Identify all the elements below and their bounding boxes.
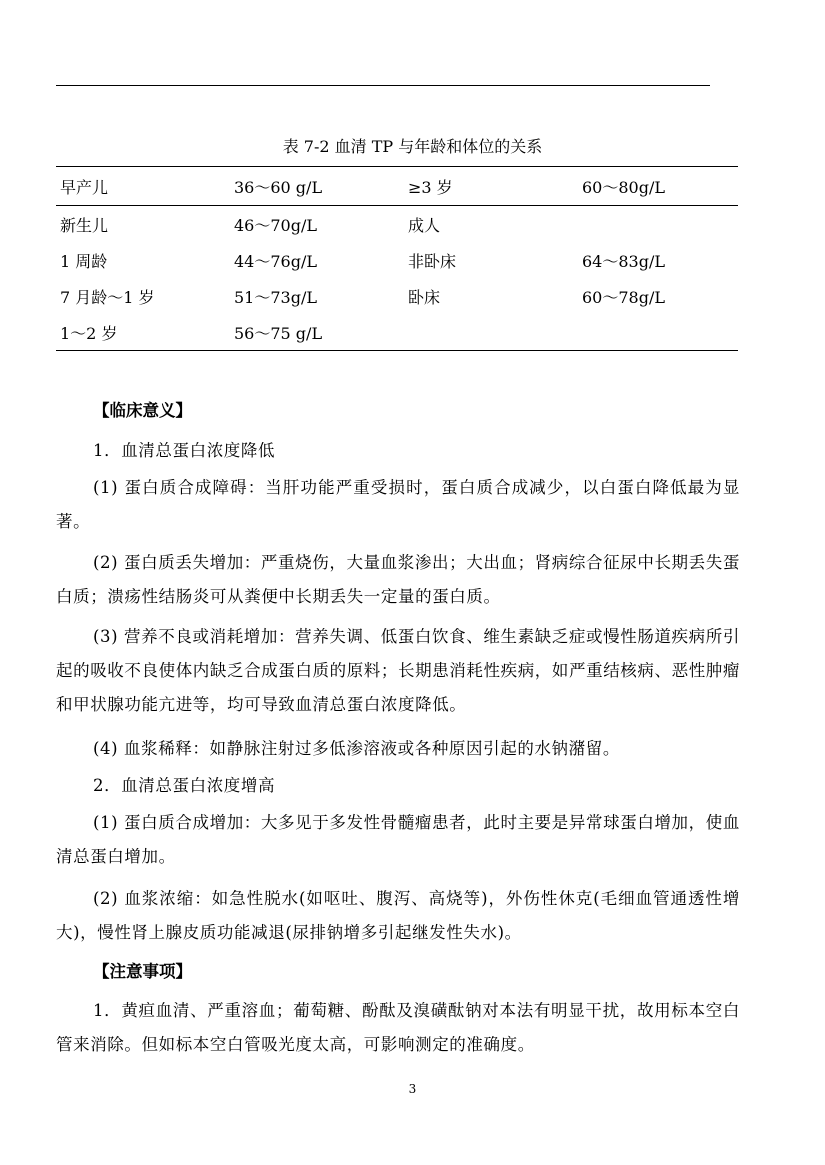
section-heading-clinical-significance: 【临床意义】 [93, 401, 192, 420]
table-cell: 64～83g/L [582, 251, 665, 271]
page-number: 3 [408, 1082, 417, 1096]
header-rule [56, 85, 710, 86]
table-row [56, 167, 738, 206]
table-caption: 表 7-2 血清 TP 与年龄和体位的关系 [282, 137, 543, 156]
table-cell: 1～2 岁 [56, 314, 230, 351]
paragraph: (3) 营养不良或消耗增加：营养失调、低蛋白饮食、维生素缺乏症或慢性肠道疾病所引起的吸收不良使体内缺乏合成蛋白质的原料；长期患消耗性疾病，如严重结核病、恶性肿瘤和甲状腺功能亢进等，均可导致血清总蛋白浓度降低。 [56, 627, 740, 714]
reference-table [56, 166, 738, 351]
table-cell: 新生儿 [60, 215, 109, 235]
paragraph: (1) 蛋白质合成增加：大多见于多发性骨髓瘤患者，此时主要是异常球蛋白增加，使血清总蛋白增加。 [56, 813, 740, 866]
table-cell: 44～76g/L [234, 251, 317, 271]
paragraph: (2) 蛋白质丢失增加：严重烧伤，大量血浆渗出；大出血；肾病综合征尿中长期丢失蛋白质；溃疡性结肠炎可从粪便中长期丢失一定量的蛋白质。 [56, 553, 740, 606]
table-cell: 56～75 g/L [230, 314, 404, 351]
table-cell: 46～70g/L [234, 215, 317, 235]
table-cell [404, 314, 578, 351]
table-cell [578, 206, 738, 243]
paragraph: (2) 血浆浓缩：如急性脱水(如呕吐、腹泻、高烧等)，外伤性休克(毛细血管通透性增大)，慢性肾上腺皮质功能减退(尿排钠增多引起继发性失水)。 [56, 889, 740, 942]
table-cell: 51～73g/L [234, 287, 317, 307]
table-cell: 60～78g/L [582, 287, 665, 307]
table-row [56, 206, 738, 243]
paragraph: (4) 血浆稀释：如静脉注射过多低渗溶液或各种原因引起的水钠潴留。 [93, 739, 620, 758]
table-cell: 成人 [408, 215, 441, 235]
section-heading-precautions: 【注意事项】 [93, 962, 192, 981]
table-cell: 1 周龄 [60, 251, 108, 271]
table-cell: 7 月龄～1 岁 [60, 287, 155, 307]
table-cell: 60～80g/L [578, 167, 738, 206]
subheading-decrease: 1．血清总蛋白浓度降低 [93, 441, 276, 460]
table-row [56, 314, 738, 351]
paragraph: (1) 蛋白质合成障碍：当肝功能严重受损时，蛋白质合成减少，以白蛋白降低最为显著。 [56, 478, 740, 531]
table-row [56, 278, 738, 314]
table-cell: 36～60 g/L [230, 167, 404, 206]
table-cell [578, 314, 738, 351]
table-cell: ≥3 岁 [404, 167, 578, 206]
table-cell: 非卧床 [408, 251, 457, 271]
table-cell: 卧床 [408, 287, 441, 307]
paragraph: 1．黄疸血清、严重溶血；葡萄糖、酚酞及溴磺酞钠对本法有明显干扰，故用标本空白管来消除。但如标本空白管吸光度太高，可影响测定的准确度。 [56, 1001, 740, 1054]
table-row [56, 242, 738, 278]
table-cell: 早产儿 [56, 167, 230, 206]
subheading-increase: 2．血清总蛋白浓度增高 [93, 776, 276, 795]
